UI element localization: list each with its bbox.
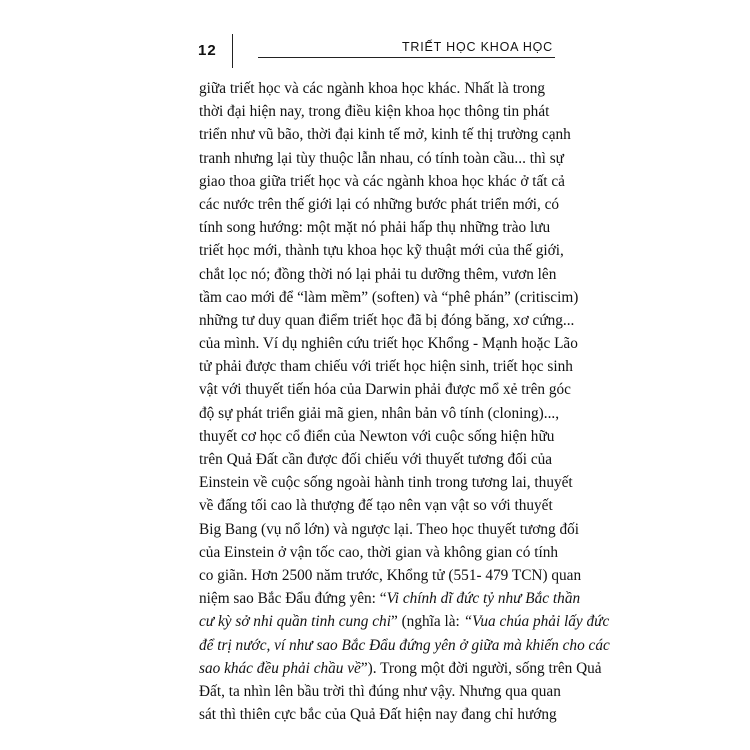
page-number: 12 — [198, 42, 217, 59]
text-line — [199, 541, 558, 564]
text-segment: của mình. Ví dụ nghiên cứu triết học Khổng - Mạnh hoặc Lão — [199, 335, 578, 353]
body-text — [199, 77, 610, 726]
text-segment: về đấng tối cao là thượng đế tạo nên vạn vật so với thuyết — [199, 497, 553, 515]
text-line — [199, 587, 581, 610]
text-segment: vật với thuyết tiến hóa của Darwin phải được mổ xẻ trên góc — [199, 381, 571, 399]
text-segment: sát thì thiên cực bắc của Quả Đất hiện nay đang chỉ hướng — [199, 706, 557, 724]
text-segment: trên Quả Đất cần được đối chiếu với thuyết tương đối của — [199, 451, 553, 468]
text-segment: tầm cao mới để “làm mềm” (soften) và “phê phán” (critiscim) — [199, 288, 579, 306]
italic-quote-segment: Vi chính dĩ đức tỷ như Bắc thần — [386, 590, 581, 608]
text-line — [199, 518, 580, 541]
text-segment: co giãn. Hơn 2500 năm trước, Khổng tử (551- 479 TCN) quan — [199, 566, 582, 584]
text-segment: thuyết cơ học cổ điển của Newton với cuộc sống hiện hữu — [199, 427, 555, 445]
italic-quote-segment: “Vua chúa phải lấy đức — [463, 613, 610, 631]
italic-quote-segment: cư kỳ sở nhi quần tinh cung chi — [199, 613, 391, 631]
italic-quote-segment: để trị nước, ví như sao Bắc Đẩu đứng yên ở giữa mà khiến cho các — [199, 636, 610, 654]
text-line — [199, 239, 564, 262]
text-line — [199, 680, 561, 703]
text-line — [199, 147, 564, 170]
text-line — [199, 564, 582, 587]
text-segment: ” (nghĩa là: — [390, 613, 464, 631]
text-segment: giữa triết học và các ngành khoa học khác. Nhất là trong — [199, 80, 545, 97]
text-line — [199, 471, 573, 494]
text-line — [199, 448, 553, 471]
text-segment: thời đại hiện nay, trong điều kiện khoa học thông tin phát — [199, 103, 550, 121]
text-line — [199, 286, 579, 309]
text-segment: độ sự phát triển giải mã gien, nhân bản vô tính (cloning)..., — [199, 404, 560, 422]
text-segment: những tư duy quan điểm triết học đã bị đóng băng, xơ cứng... — [199, 311, 575, 329]
text-segment: chắt lọc nó; đồng thời nó lại phải tu dưỡng thêm, vươn lên — [199, 265, 557, 283]
text-line — [199, 703, 557, 726]
text-line — [199, 494, 553, 517]
text-segment: Đất, ta nhìn lên bầu trời thì đúng như vậy. Nhưng qua quan — [199, 682, 561, 700]
text-segment: Einstein về cuộc sống ngoài hành tinh trong tương lai, thuyết — [199, 474, 573, 492]
text-line — [199, 170, 565, 193]
text-segment: tranh nhưng lại tùy thuộc lẫn nhau, có tính toàn cầu... thì sự — [199, 149, 564, 167]
text-segment: giao thoa giữa triết học và các ngành khoa học khác ở tất cả — [199, 172, 565, 190]
header-divider — [232, 34, 233, 68]
text-line — [199, 309, 575, 332]
italic-quote-segment: sao khác đều phải chầu về — [199, 659, 361, 677]
text-segment: tử phải được tham chiếu với triết học hiện sinh, triết học sinh — [199, 358, 573, 376]
text-line — [199, 332, 578, 355]
text-line — [199, 100, 550, 123]
text-line — [199, 378, 571, 401]
text-line — [199, 634, 610, 657]
text-segment: triết học mới, thành tựu khoa học kỹ thuật mới của thế giới, — [199, 242, 564, 260]
text-line — [199, 123, 571, 146]
text-segment: Big Bang (vụ nổ lớn) và ngược lại. Theo học thuyết tương đối — [199, 520, 580, 538]
text-segment: triển như vũ bão, thời đại kinh tế mở, kinh tế thị trường cạnh — [199, 126, 571, 144]
text-segment: niệm sao Bắc Đẩu đứng yên: “ — [199, 590, 387, 608]
text-segment: ”). Trong một đời người, sống trên Quả — [360, 659, 602, 677]
text-line — [199, 77, 545, 100]
text-line — [199, 425, 555, 448]
text-line — [199, 355, 573, 378]
text-line — [199, 402, 560, 425]
text-segment: tính song hướng: một mặt nó phải hấp thụ những trào lưu — [199, 219, 551, 237]
page-header — [190, 30, 555, 70]
header-rule — [258, 57, 555, 58]
text-line — [199, 193, 560, 216]
text-line — [199, 610, 610, 633]
text-segment: các nước trên thế giới lại có những bước phát triển mới, có — [199, 195, 560, 213]
running-title: TRIẾT HỌC KHOA HỌC — [402, 40, 553, 54]
text-line — [199, 657, 602, 680]
text-line — [199, 263, 557, 286]
text-line — [199, 216, 551, 239]
text-segment: của Einstein ở vận tốc cao, thời gian và không gian có tính — [199, 543, 558, 561]
